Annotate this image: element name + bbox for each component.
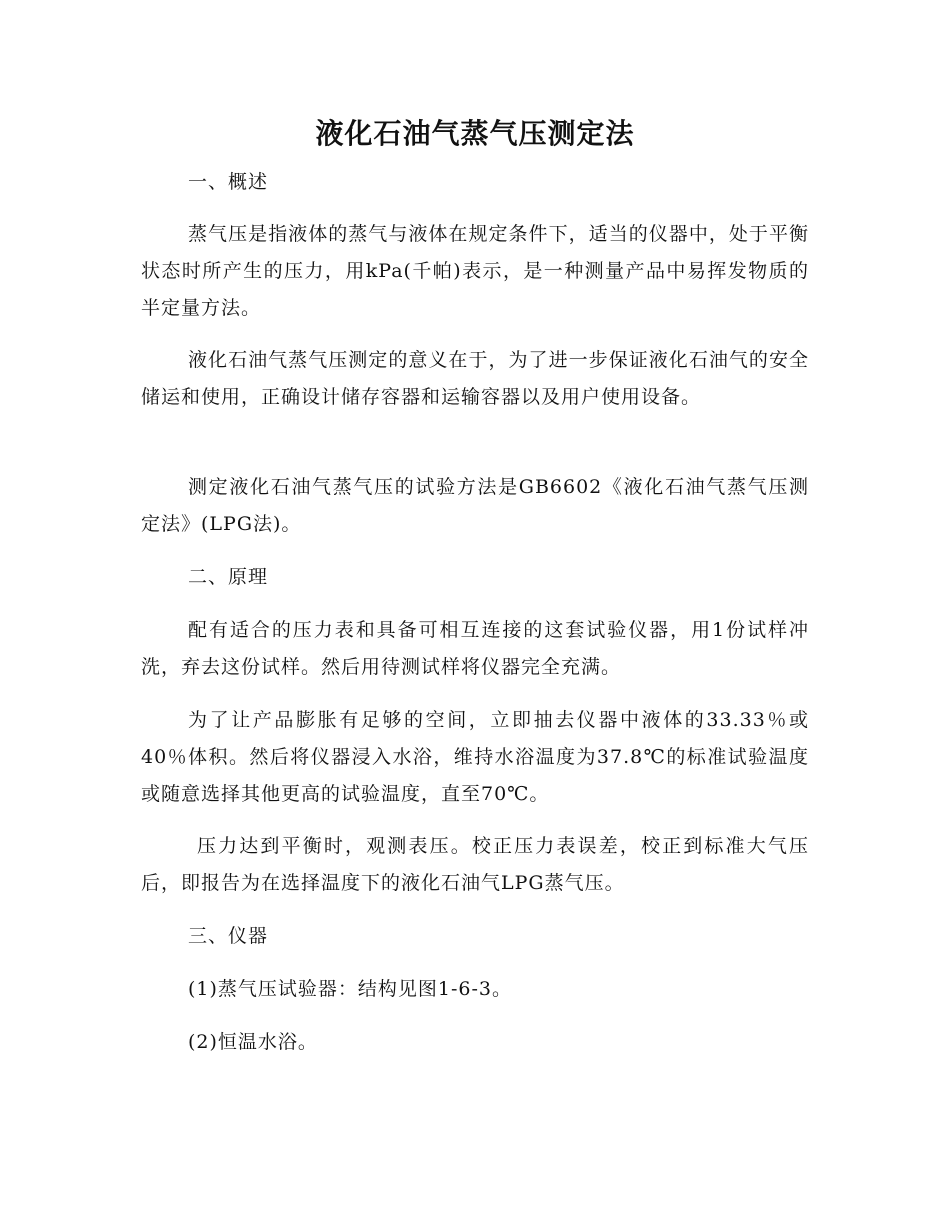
paragraph-overview-3: 测定液化石油气蒸气压的试验方法是GB6602《液化石油气蒸气压测定法》(LPG法)。	[141, 476, 809, 535]
list-item-apparatus-2: (2)恒温水浴。	[188, 1031, 318, 1053]
paragraph-principle-1: 配有适合的压力表和具备可相互连接的这套试验仪器，用1份试样冲洗，弃去这份试样。然后用待测试样将仪器完全充满。	[141, 619, 809, 678]
document-title: 液化石油气蒸气压测定法	[315, 117, 635, 150]
list-item-apparatus-1: (1)蒸气压试验器：结构见图1-6-3。	[188, 978, 513, 1000]
section-heading-principle: 二、原理	[188, 566, 269, 588]
section-heading-overview: 一、概述	[188, 171, 269, 193]
paragraph-principle-3: 压力达到平衡时，观测表压。校正压力表误差，校正到标准大气压后，即报告为在选择温度下的液化石油气LPG蒸气压。	[141, 835, 809, 894]
section-heading-apparatus: 三、仪器	[188, 925, 269, 947]
paragraph-overview-1: 蒸气压是指液体的蒸气与液体在规定条件下，适当的仪器中，处于平衡状态时所产生的压力，用kPa(千帕)表示，是一种测量产品中易挥发物质的半定量方法。	[141, 223, 809, 319]
paragraph-principle-2: 为了让产品膨胀有足够的空间，立即抽去仪器中液体的33.33％或40％体积。然后将仪器浸入水浴，维持水浴温度为37.8℃的标准试验温度或随意选择其他更高的试验温度，直至70℃。	[141, 709, 809, 805]
paragraph-overview-2: 液化石油气蒸气压测定的意义在于，为了进一步保证液化石油气的安全储运和使用，正确设计储存容器和运输容器以及用户使用设备。	[141, 349, 809, 408]
